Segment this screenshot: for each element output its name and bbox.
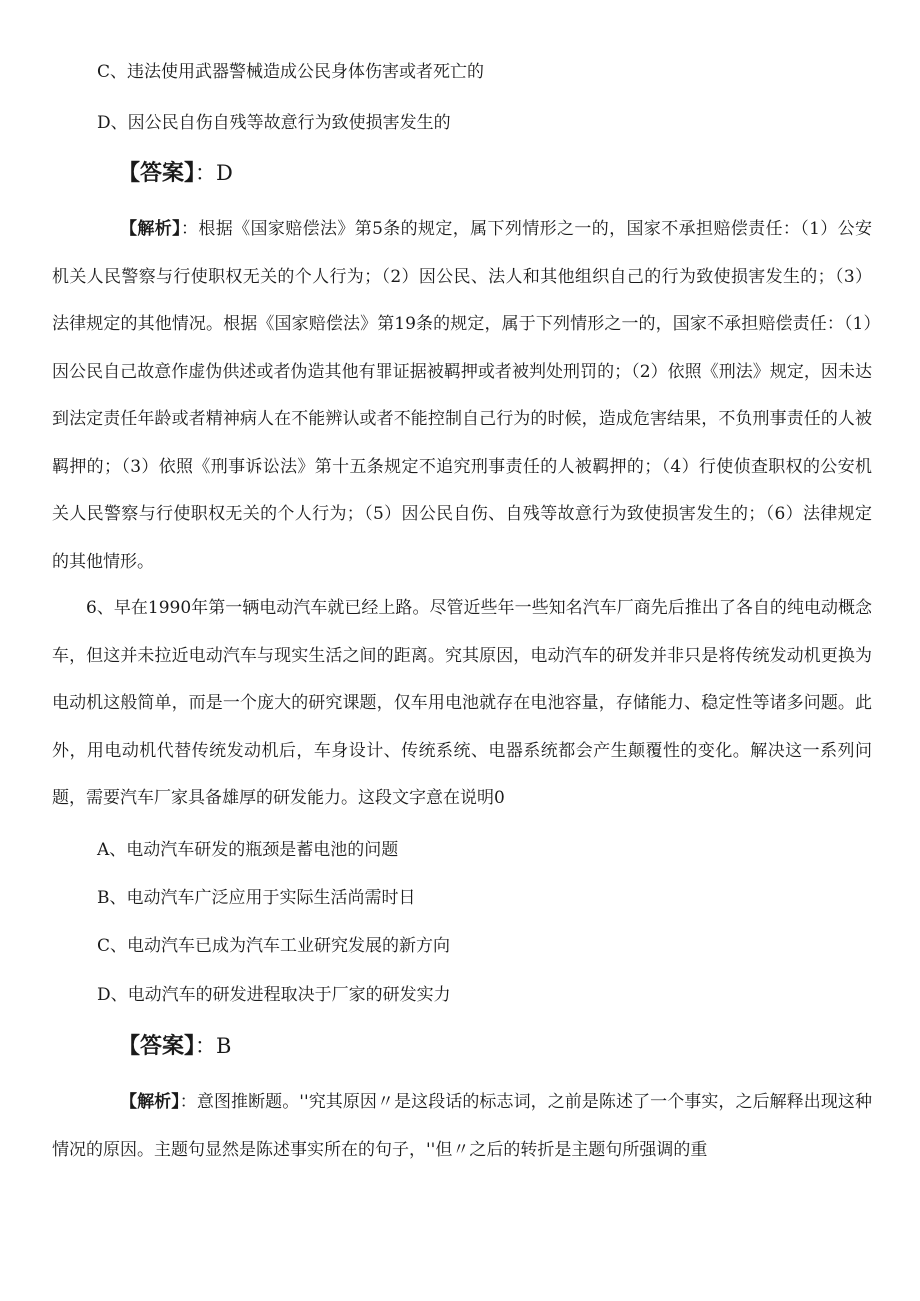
q6-option-c: C、电动汽车已成为汽车工业研究发展的新方向 — [97, 936, 451, 956]
q6-answer — [118, 1031, 231, 1061]
answer-value: B — [216, 1034, 232, 1058]
analysis-label: 【解析】 — [120, 219, 181, 239]
q6-option-b: B、电动汽车广泛应用于实际生活尚需时日 — [97, 888, 416, 908]
prev-answer — [118, 158, 233, 188]
answer-label: 【答案】 — [118, 160, 196, 186]
analysis-text: ：根据《国家赔偿法》第5条的规定，属下列情形之一的，国家不承担赔偿责任：（1）公安机关人民警察与行使职权无关的个人行为；（2）因公民、法人和其他组织自己的行为致使损害发生的；（3）法律规定的其他情况。根据《国家赔偿法》第19条的规定，属于下列情形之一的，国家不承担赔偿责任：（1）因公民自己故意作虚伪供述或者伪造其他有罪证据被羁押或者被判处刑罚的；（2）依照《刑法》规定，因未达到法定责任年龄或者精神病人在不能辨认或者不能控制自己行为的时候，造成危害结果，不负刑事责任的人被羁押的；（3）依照《刑事诉讼法》第十五条规定不追究刑事责任的人被羁押的；（4）行使侦查职权的公安机关人民警察与行使职权无关的个人行为；（5）因公民自伤、自残等故意行为致使损害发生的；（6）法律规定的其他情形。 — [52, 219, 873, 572]
answer-separator: ： — [195, 1034, 217, 1058]
prev-option-c: C、违法使用武器警械造成公民身体伤害或者死亡的 — [97, 62, 485, 82]
analysis-text: ：意图推断题。''究其原因〃是这段话的标志词，之前是陈述了一个事实，之后解释出现这种情况的原因。主题句显然是陈述事实所在的句子，''但〃之后的转折是主题句所强调的重 — [52, 1092, 872, 1160]
prev-analysis — [52, 206, 872, 586]
q6-option-a: A、电动汽车研发的瓶颈是蓄电池的问题 — [97, 840, 399, 860]
q6-option-d: D、电动汽车的研发进程取决于厂家的研发实力 — [97, 985, 451, 1005]
answer-separator: ： — [195, 161, 217, 185]
analysis-label: 【解析】 — [120, 1092, 180, 1112]
question-6-stem: 6、早在1990年第一辆电动汽车就已经上路。尽管近些年一些知名汽车厂商先后推出了各自的纯电动概念车，但这并未拉近电动汽车与现实生活之间的距离。究其原因，电动汽车的研发并非只是将传统发动机更换为电动机这般简单，而是一个庞大的研究课题，仅车用电池就存在电池容量，存储能力、稳定性等诸多问题。此外，用电动机代替传统发动机后，车身设计、传统系统、电器系统都会产生颠覆性的变化。解决这一系列问题，需要汽车厂家具备雄厚的研发能力。这段文字意在说明0 — [52, 598, 872, 808]
answer-value: D — [216, 161, 233, 185]
answer-label: 【答案】 — [118, 1033, 196, 1059]
q6-analysis — [52, 1079, 872, 1174]
prev-option-d: D、因公民自伤自残等故意行为致使损害发生的 — [97, 113, 451, 133]
